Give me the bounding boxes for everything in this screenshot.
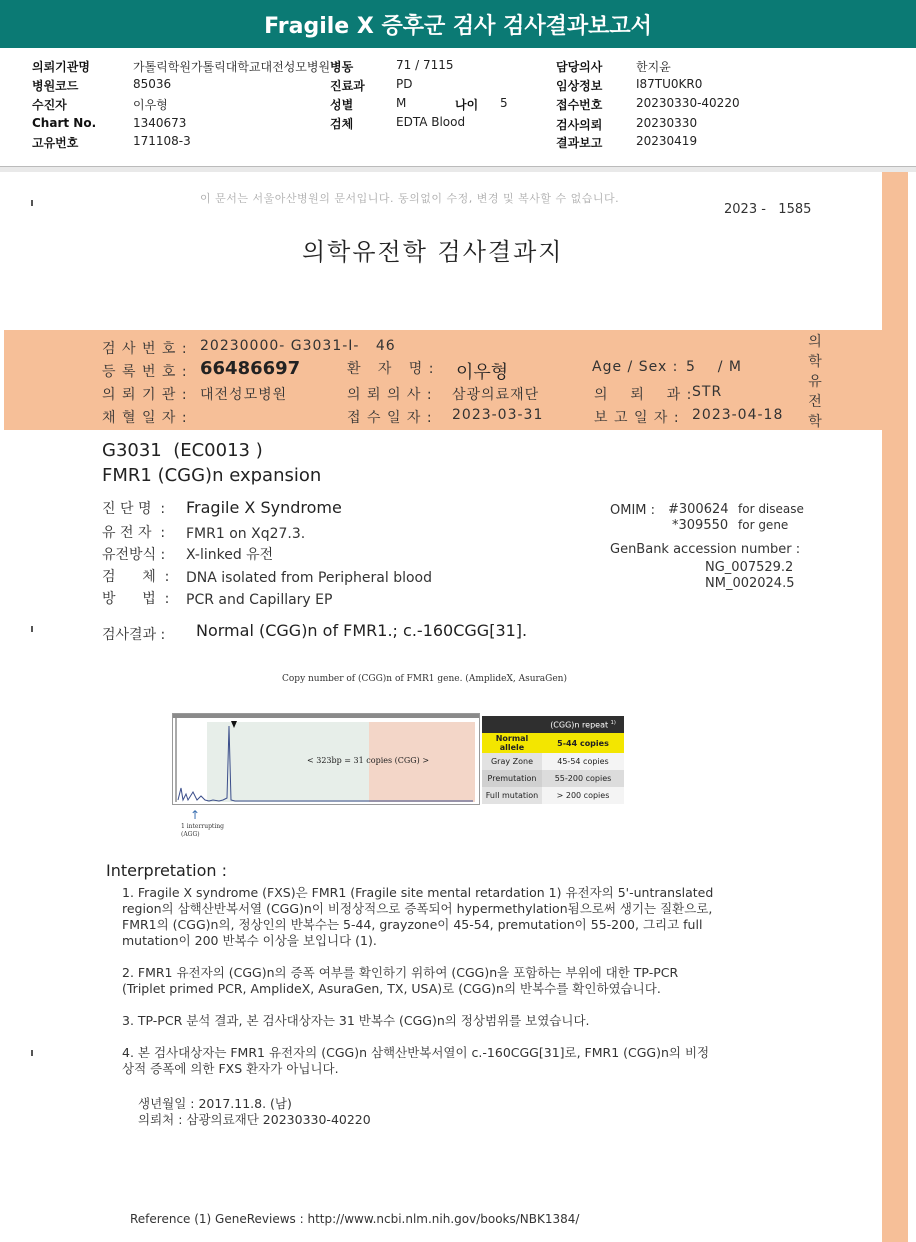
detail-row (102, 542, 542, 564)
label-reg-no: 등 록 번 호 : (102, 364, 188, 380)
detail-row (102, 564, 542, 586)
table-cell: Full mutation (482, 787, 542, 804)
right-margin-strip (882, 172, 908, 1242)
interp-line: 3. TP-PCR 분석 결과, 본 검사대상자는 31 반복수 (CGG)n의 정상범위를 보였습니다. (122, 1013, 590, 1028)
label-receipt-no: 접수번호 (556, 98, 603, 112)
value-chart-no: 1340673 (133, 116, 187, 130)
value-reg-no: 66486697 (200, 358, 301, 379)
label-ward: 병동 (330, 60, 354, 74)
vertical-char: 의 (808, 334, 822, 350)
value-unique-no: 171108-3 (133, 134, 191, 148)
value-patient-name: 이우형 (456, 362, 509, 383)
figure-caption: Copy number of (CGG)n of FMR1 gene. (AmplideX, AsuraGen) (282, 674, 567, 684)
value-receipt-no: 20230330-40220 (636, 96, 740, 110)
detail-label: 방 법 : (102, 591, 170, 607)
label-report-date-band: 보 고 일 자 : (594, 410, 680, 426)
table-row (482, 753, 624, 770)
detail-row (102, 498, 542, 520)
detail-value: DNA isolated from Peripheral blood (186, 570, 433, 586)
value-doctor: 한지윤 (636, 60, 671, 74)
vertical-char: 전 (808, 394, 822, 410)
label-department: 진료과 (330, 79, 365, 93)
test-name: FMR1 (CGG)n expansion (102, 465, 322, 486)
value-patient: 이우형 (133, 98, 168, 112)
label-hospital-code: 병원코드 (32, 79, 79, 93)
value-institution-band: 대전성모병원 (200, 387, 288, 403)
genbank-nm: NM_002024.5 (705, 576, 795, 591)
label-dept-band: 의 뢰 과 : (594, 387, 693, 403)
detail-label: 유전방식 : (102, 547, 166, 563)
label-chart-no: Chart No. (32, 116, 97, 130)
table-header-row (482, 716, 624, 733)
table-cell: Gray Zone (482, 753, 542, 770)
table-cell: > 200 copies (542, 787, 624, 804)
table-row (482, 733, 624, 753)
table-header: (CGG)n repeat $^{1)}$ (542, 716, 624, 733)
electropherogram (172, 713, 480, 805)
value-ward: 71 / 7115 (396, 58, 454, 72)
vertical-char: 학 (808, 414, 822, 430)
table-cell: 55-200 copies (542, 770, 624, 787)
detail-value: PCR and Capillary EP (186, 592, 333, 608)
margin-mark (31, 200, 33, 206)
label-report-date: 결과보고 (556, 136, 603, 150)
interp-line: region의 삼핵산반복서열 (CGG)n이 비정상적으로 증폭되어 hypermethylation됨으로써 생기는 질환으로, (122, 901, 713, 916)
arrow-label-2: (AGG) (181, 831, 200, 838)
margin-mark (31, 626, 33, 632)
vertical-char: 유 (808, 374, 822, 390)
reference-link[interactable]: Reference (1) GeneReviews : http://www.ncbi.nlm.nih.gov/books/NBK1384/ (130, 1212, 580, 1226)
label-age: 나이 (455, 98, 479, 112)
interp-line: 상적 증폭에 의한 FXS 환자가 아닙니다. (122, 1061, 339, 1076)
label-patient-name: 환 자 명 : (347, 361, 435, 377)
value-receive-date: 2023-03-31 (452, 407, 544, 423)
label-doctor: 담당의사 (556, 60, 603, 74)
watermark-text: 이 문서는 서울아산병원의 문서입니다. 동의없이 수정, 변경 및 복사할 수 없습니다. (200, 192, 620, 205)
interpretation-title: Interpretation : (106, 861, 227, 880)
detail-value: X-linked 유전 (186, 547, 274, 563)
interp-line: 4. 본 검사대상자는 FMR1 유전자의 (CGG)n 삼핵산반복서열이 c.-160CGG[31]로, FMR1 (CGG)n의 비정 (122, 1045, 710, 1060)
label-request-date: 검사의뢰 (556, 118, 603, 132)
label-age-sex: Age / Sex : (592, 359, 679, 375)
omim-label: OMIM : (610, 503, 656, 518)
result-label: 검사결과 : (102, 627, 166, 643)
omim-gene-note: for gene (738, 518, 789, 532)
vertical-label (804, 332, 826, 432)
value-clinical-info: I87TU0KR0 (636, 77, 703, 91)
arrow-label-1: 1 interrupting (181, 823, 224, 830)
interp-line: 1. Fragile X syndrome (FXS)은 FMR1 (Fragile site mental retardation 1) 유전자의 5'-untranslated (122, 885, 714, 900)
interp-line: 2. FMR1 유전자의 (CGG)n의 증폭 여부를 확인하기 위하여 (CGG)n을 포함하는 부위에 대한 TP-PCR (122, 965, 679, 980)
value-age-sex: 5 / M (686, 359, 742, 375)
margin-mark (31, 1050, 33, 1056)
plot-annotation: < 323bp = 31 copies (CGG) > (307, 756, 430, 765)
birth-date: 생년월일 : 2017.11.8. (남) (138, 1096, 292, 1111)
value-specimen: EDTA Blood (396, 115, 466, 129)
interp-line: mutation이 200 반복수 이상을 보입니다 (1). (122, 933, 377, 948)
banner-title: Fragile X 증후군 검사 검사결과보고서 (264, 13, 652, 39)
value-age: 5 (500, 96, 508, 110)
value-institution: 가톨릭학원가톨릭대학교대전성모병원 (133, 60, 331, 74)
detail-row (102, 520, 542, 542)
detail-label: 유 전 자 : (102, 525, 166, 541)
omim-disease-note: for disease (738, 502, 804, 516)
value-doctor-band: 삼광의료재단 (452, 387, 540, 403)
arrow-up-icon: ↑ (190, 808, 201, 822)
document-title: 의학유전학 검사결과지 (302, 238, 564, 266)
label-test-no: 검 사 번 호 : (102, 341, 188, 357)
repeat-range-table (482, 716, 624, 804)
omim-disease: #300624 (668, 502, 729, 517)
detail-value: Fragile X Syndrome (186, 498, 342, 517)
label-specimen: 검체 (330, 117, 354, 131)
label-institution: 의뢰기관명 (32, 60, 90, 74)
label-unique-no: 고유번호 (32, 136, 79, 150)
table-cell: 45-54 copies (542, 753, 624, 770)
detail-value: FMR1 on Xq27.3. (186, 526, 306, 542)
interpretation-body (122, 885, 862, 1077)
test-code: G3031 (EC0013 ) (102, 440, 263, 461)
label-clinical-info: 임상정보 (556, 79, 603, 93)
label-doctor-band: 의 뢰 의 사 : (347, 387, 433, 403)
label-sex: 성별 (330, 98, 354, 112)
vertical-char: 학 (808, 354, 822, 370)
value-report-date-band: 2023-04-18 (692, 407, 784, 423)
value-sex: M (396, 96, 407, 110)
label-collect-date: 채 혈 일 자 : (102, 410, 188, 426)
genbank-label: GenBank accession number : (610, 542, 801, 557)
test-details (102, 498, 542, 608)
label-patient: 수진자 (32, 98, 67, 112)
value-request-date: 20230330 (636, 116, 698, 130)
value-test-no: 20230000- G3031-I- 46 (200, 338, 396, 354)
label-receive-date: 접 수 일 자 : (347, 410, 433, 426)
detail-label: 진 단 명 : (102, 501, 166, 517)
table-cell: 5-44 copies (542, 733, 624, 753)
value-hospital-code: 85036 (133, 77, 172, 91)
document-number: 2023 - 1585 (724, 202, 812, 217)
report-banner (0, 0, 916, 48)
table-row (482, 787, 624, 804)
detail-row (102, 586, 542, 608)
value-dept-band: STR (692, 384, 723, 400)
value-department: PD (396, 77, 413, 91)
test-info-band (4, 330, 882, 430)
detail-label: 검 체 : (102, 569, 170, 585)
omim-gene: *309550 (672, 518, 729, 533)
referrer: 의뢰처 : 삼광의료재단 20230330-40220 (138, 1112, 371, 1127)
value-report-date: 20230419 (636, 134, 698, 148)
table-row (482, 770, 624, 787)
genbank-ng: NG_007529.2 (705, 560, 794, 575)
table-cell: Premutation (482, 770, 542, 787)
result-value: Normal (CGG)n of FMR1.; c.-160CGG[31]. (196, 621, 528, 640)
label-institution-band: 의 뢰 기 관 : (102, 387, 188, 403)
table-cell: Normal allele (482, 733, 542, 753)
patient-header (0, 48, 916, 167)
plot-top-ruler (173, 714, 479, 718)
interp-line: FMR1의 (CGG)n의, 정상인의 반복수는 5-44, grayzone이 45-54, premutation이 55-200, 그리고 full (122, 917, 703, 932)
interp-line: (Triplet primed PCR, AmplideX, AsuraGen, TX, USA)로 (CGG)n의 반복수를 확인하였습니다. (122, 981, 661, 996)
